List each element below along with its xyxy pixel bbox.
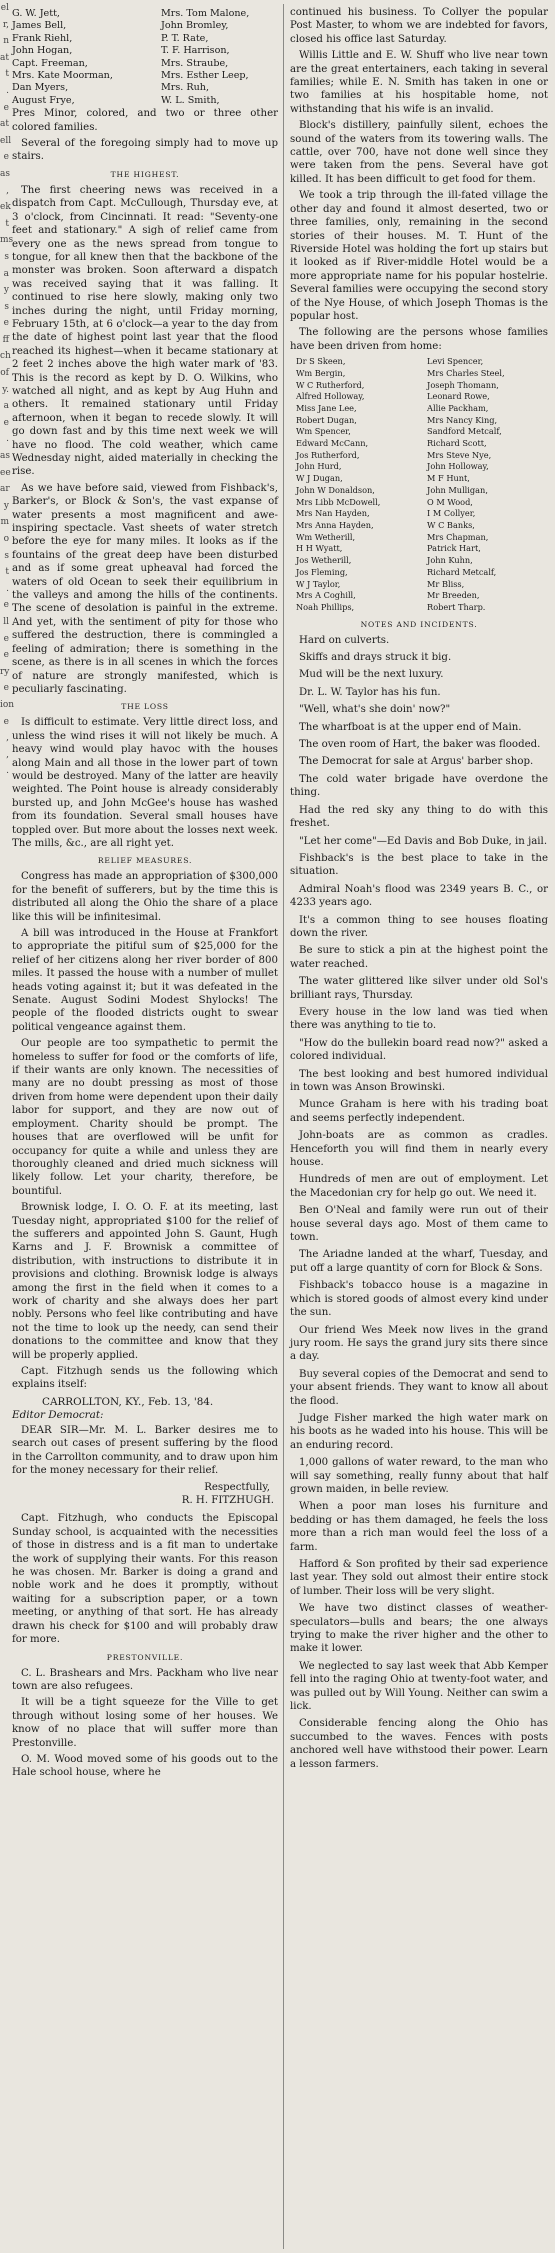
paragraph: Brownisk lodge, I. O. O. F. at its meeting, last Tuesday night, appropriated $100 for the relief of the sufferers and appointed John S. Gaunt, Hugh Karns and J. F. Brownisk a committee of distribution, with instructions to distribute it in provisions and clothing. Brownisk lodge is always among the first in the field when it comes to a work of charity and she always does her part nobly. Persons who feel like contributing and have not the time to look up the needy, can send their donations to the committee and know that they will be properly applied. <box>12 1202 278 1361</box>
edge-fragment: t <box>5 218 9 229</box>
displaced-name: John Holloway, <box>427 461 489 472</box>
note-item: The wharfboat is at the upper end of Main. <box>299 721 522 733</box>
edge-fragment: m <box>0 517 9 528</box>
resident-name: James Bell, <box>12 20 67 32</box>
displaced-name: Mrs Nan Hayden, <box>296 508 370 519</box>
displaced-name: Noah Phillips, <box>296 601 355 612</box>
note-item: "How do the bullekin board read now?" asked a colored individual. <box>290 1037 548 1063</box>
section-heading-prestonville: PRESTONVILLE. <box>106 1652 184 1662</box>
displaced-name: Mrs A Coghill, <box>296 590 356 601</box>
paragraph: Capt. Fitzhugh, who conducts the Episcopal Sunday school, is acquainted with the necessities of those in distress and is a fit man to undertake the work of supplying their wants. For this reason he was chosen. Mr. Barker is doing a grand and noble work and he does it promptly, without waiting for a subscription paper, or a town meeting, or anything of that sort. He has already drawn his check for $100 and will probably draw for more. <box>12 1513 278 1646</box>
edge-fragment: ms <box>0 235 14 246</box>
displaced-name: John Kuhn, <box>427 555 473 566</box>
displaced-list-left <box>296 356 417 613</box>
section-heading-highest: THE HIGHEST. <box>110 169 180 179</box>
edge-fragment: ll <box>3 616 9 627</box>
note-item: Fishback's tobacco house is a magazine in which is stored goods of almost every kind under the sun. <box>290 1280 548 1319</box>
note-item: Dr. L. W. Taylor has his fun. <box>299 686 441 698</box>
paragraph: As we have before said, viewed from Fishback's, Barker's, or Block & Son's, the vast expanse of water presents a most magnificent and awe-inspiring spectacle. Vast sheets of water stretch before the eye for many miles. It looks as if the fountains of the great deep have been disturbed and as if some great upheaval had forced the waters of old Ocean to seek their equilibrium in the valleys and among the hills of the continents. The scene of desolation is painful in the extreme. And yet, with the sentiment of pity for those who suffered the destruction, there is commingled a feeling of admiration; there is something in the scene, as there is in all scenes in which the forces of nature are strongly manifested, which is peculiarly fascinating. <box>12 482 278 695</box>
displaced-name: John Mulligan, <box>427 484 488 495</box>
note-item: Buy several copies of the Democrat and send to your absent friends. They want to know all about the flood. <box>290 1368 548 1407</box>
note-item: It's a common thing to see houses floating down the river. <box>290 914 548 939</box>
column-rule <box>283 4 284 2249</box>
edge-fragment: ee <box>0 467 11 478</box>
displaced-name: Sandford Metcalf, <box>427 426 502 437</box>
edge-fragment: ell <box>0 135 12 146</box>
note-item: The cold water brigade have overdone the thing. <box>290 773 548 799</box>
resident-name: T. F. Harrison, <box>160 45 230 57</box>
note-item: The Democrat for sale at Argus' barber shop. <box>299 756 534 768</box>
edge-fragment: e <box>3 716 9 727</box>
edge-fragment: e <box>3 633 9 644</box>
displaced-name: Mrs Chapman, <box>427 531 489 542</box>
edge-fragment: . <box>6 583 9 594</box>
edge-fragment: at <box>0 52 9 63</box>
edge-fragment: r, <box>2 19 9 30</box>
note-item: The best looking and best humored individual in town was Anson Browinski. <box>290 1068 548 1093</box>
paragraph: Several of the foregoing simply had to move up stairs. <box>12 138 278 163</box>
paragraph: A bill was introduced in the House at Frankfort to appropriate the pitiful sum of $25,000 for the relief of her citizens along her river border of 800 miles. It passed the house with a number of mullet heads voting against it; but it was defeated in the Senate. August Sodini Modest Shylocks! The people of the flooded districts ought to swear political vengeance against them. <box>12 928 278 1033</box>
section-heading-relief: RELIEF MEASURES. <box>97 856 193 866</box>
right-column <box>290 6 548 2246</box>
displaced-name: Jos Fleming, <box>296 566 348 577</box>
letter-salutation: Editor Democrat: <box>12 1409 104 1422</box>
displaced-name: W J Dugan, <box>296 473 343 484</box>
displaced-name: Mrs Charles Steel, <box>427 367 505 378</box>
displaced-name: Mrs Nancy King, <box>427 414 498 425</box>
note-item: The oven room of Hart, the baker was flooded. <box>299 739 541 751</box>
note-item: "Let her come"—Ed Davis and Bob Duke, in jail. <box>299 835 548 847</box>
section-heading-notes: NOTES AND INCIDENTS. <box>360 619 478 629</box>
note-item: Munce Graham is here with his trading boat and seems perfectly independent. <box>290 1099 548 1124</box>
edge-fragment: as <box>0 168 10 179</box>
letter-body: DEAR SIR—Mr. M. L. Barker desires me to search out cases of present suffering by the flood in the Carrollton community, and to draw upon him for the money necessary for their relief. <box>12 1425 278 1477</box>
edge-fragment: ek <box>0 202 11 213</box>
resident-name: Mrs. Kate Moorman, <box>12 70 113 82</box>
displaced-name: Wm Spencer, <box>296 426 351 437</box>
letter-dateline: CARROLLTON, KY., Feb. 13, '84. <box>42 1395 214 1408</box>
edge-fragment: ion <box>0 699 15 710</box>
displaced-name: Miss Jane Lee, <box>296 402 357 413</box>
displaced-name: Mr Breeden, <box>427 590 480 601</box>
edge-fragment: t <box>5 69 9 80</box>
edge-fragment: e <box>3 417 9 428</box>
paragraph: Block's distillery, painfully silent, echoes the sound of the waters from its towering walls. The cattle, over 700, have not done well since they were taken from the pens. Several have got killed. It has been difficult to get food for them. <box>290 120 548 185</box>
edge-fragment: e <box>3 318 9 329</box>
note-item: Considerable fencing along the Ohio has succumbed to the waves. Fences with posts anchored well have withstood their power. Learn a lesson farmers. <box>290 1718 548 1770</box>
edge-fragment: ch <box>0 351 11 362</box>
paragraph: O. M. Wood moved some of his goods out to the Hale school house, where he <box>12 1753 278 1779</box>
resident-name: Dan Myers, <box>12 82 69 94</box>
resident-name: P. T. Rate, <box>160 32 209 44</box>
paragraph: continued his business. To Collyer the popular Post Master, to whom we are indebted for favors, closed his office last Saturday. <box>290 7 548 45</box>
letter-signature: R. H. FITZHUGH. <box>181 1495 274 1507</box>
letter-closing: Respectfully, <box>204 1481 270 1493</box>
resident-name: Mrs. Esther Leep, <box>160 70 249 82</box>
displaced-name: Leonard Rowe, <box>427 391 490 402</box>
note-item: Hafford & Son profited by their sad experience last year. They sold out almost their entire stock of lumber. Their loss will be very slight. <box>290 1559 548 1597</box>
note-item: Our friend Wes Meek now lives in the grand jury room. He says the grand jury sits there since a day. <box>290 1324 548 1363</box>
paragraph: Capt. Fitzhugh sends us the following which explains itself: <box>12 1366 278 1391</box>
note-item: We have two distinct classes of weather-speculators—bulls and bears; the one always trying to make the river higher and the other to make it lower. <box>290 1603 548 1655</box>
displaced-name: Richard Scott, <box>427 438 487 449</box>
paragraph: The following are the persons whose families have been driven from home: <box>290 327 548 352</box>
note-item: The water glittered like silver under old Sol's brilliant rays, Thursday. <box>290 976 548 1001</box>
displaced-families-list <box>296 356 548 613</box>
note-item: Judge Fisher marked the high water mark on his boots as he waded into his house. This will be an enduring record. <box>290 1412 548 1451</box>
edge-fragment: e <box>3 102 9 113</box>
edge-fragment: e <box>3 650 9 661</box>
resident-name: G. W. Jett, <box>12 8 60 19</box>
resident-name: John Hogan, <box>12 45 73 57</box>
resident-name: Frank Riehl, <box>12 32 73 44</box>
resident-name: Capt. Freeman, <box>12 57 88 69</box>
edge-fragment: of <box>0 368 9 379</box>
residents-tail: Pres Minor, colored, and two or three other colored families. <box>12 108 278 133</box>
notes-list <box>290 634 548 1771</box>
note-item: When a poor man loses his furniture and bedding or has them damaged, he feels the loss more than a rich man would feel the loss of a farm. <box>290 1501 548 1553</box>
displaced-name: Mrs Steve Nye, <box>427 449 492 460</box>
paragraph: The first cheering news was received in a dispatch from Capt. McCullough, Thursday eve, at 3 o'clock, from Cincinnati. It read: "Seventy-one feet and stationary." A sigh of relief came from every one as the news spread from tongue to tongue, for all knew then that the backbone of the monster was broken. Soon afterward a dispatch was received saying that it was falling. It continued to rise here slowly, making only two inches during the night, until Friday morning, February 15th, at 6 o'clock—a year to the day from the date of highest point last year that the flood reached its highest—when it became stationary at 2 feet 2 inches above the high water mark of '83. This is the record as kept by D. O. Wilkins, who watched all night, and as kept by Aug Huhn and others. It remained stationary until Friday afternoon, when it began to recede slowly. It will go down fast and by this time next week we will have no flood. The cold weather, which came Wednesday night, aided materially in checking the rise. <box>12 184 278 478</box>
paragraph: Is difficult to estimate. Very little direct loss, and unless the wind rises it will not likely be much. A heavy wind would play havoc with the houses along Main and all those in the lower part of town would be destroyed. Many of the latter are heavily weighted. The Point house is already considerably bursted up, and John McGee's house has washed from its foundation. Several small houses have toppled over. But more about the losses next week. The mills, &c., are all right yet. <box>12 717 278 849</box>
clipped-left-margin <box>0 0 15 2253</box>
note-item: Admiral Noah's flood was 2349 years B. C., or 4233 years ago. <box>290 883 548 909</box>
edge-fragment: ar <box>0 484 10 495</box>
displaced-name: M F Hunt, <box>427 473 470 484</box>
displaced-name: Wm Bergin, <box>296 367 346 378</box>
resident-name: Mrs. Tom Malone, <box>160 8 250 19</box>
residents-list <box>12 8 278 107</box>
edge-fragment: e <box>3 600 9 611</box>
edge-fragment: . <box>6 766 9 777</box>
displaced-name: Allie Packham, <box>427 402 489 413</box>
edge-fragment: t <box>5 567 9 578</box>
edge-fragment: e <box>3 683 9 694</box>
resident-name: W. L. Smith, <box>160 94 220 106</box>
displaced-name: H H Wyatt, <box>296 543 343 554</box>
section-heading-loss: THE LOSS <box>121 702 169 712</box>
edge-fragment: as <box>0 451 10 462</box>
displaced-list-right <box>427 356 548 613</box>
note-item: Skiffs and drays struck it big. <box>299 652 452 664</box>
displaced-name: Mrs Libb McDowell, <box>296 496 381 507</box>
edge-fragment: a <box>3 401 9 412</box>
edge-fragment: , <box>6 733 9 744</box>
note-item: Be sure to stick a pin at the highest point the water reached. <box>290 945 548 970</box>
note-item: Mud will be the next luxury. <box>299 669 444 681</box>
note-item: Had the red sky any thing to do with this freshet. <box>290 804 548 830</box>
edge-fragment: y. <box>2 384 9 395</box>
edge-fragment: , <box>6 749 9 760</box>
displaced-name: Patrick Hart, <box>427 543 481 554</box>
note-item: 1,000 gallons of water reward, to the man who will say something, really funny about that half grown maiden, in belle review. <box>290 1457 548 1495</box>
paragraph: C. L. Brashears and Mrs. Packham who live near town are also refugees. <box>12 1667 278 1692</box>
edge-fragment: y <box>3 285 9 296</box>
note-item: Ben O'Neal and family were run out of their house several days ago. Most of them came to town. <box>290 1205 548 1244</box>
displaced-name: Levi Spencer, <box>427 356 484 367</box>
left-column <box>12 6 278 2246</box>
displaced-name: W C Rutherford, <box>296 379 365 390</box>
edge-fragment: n <box>3 36 9 47</box>
displaced-name: John Hurd, <box>296 461 342 472</box>
edge-fragment: , <box>6 185 9 196</box>
resident-name: John Bromley, <box>160 20 229 32</box>
residents-list-left <box>12 8 161 107</box>
displaced-name: Joseph Thomann, <box>427 379 499 390</box>
edge-fragment: . <box>6 434 9 445</box>
note-item: "Well, what's she doin' now?" <box>299 704 451 716</box>
note-item: Fishback's is the best place to take in the situation. <box>290 852 548 878</box>
displaced-name: W C Banks, <box>427 520 475 530</box>
note-item: John-boats are as common as cradles. Henceforth you will find them in nearly every house. <box>290 1130 548 1169</box>
resident-name: Mrs. Ruh, <box>160 82 210 94</box>
residents-list-right <box>161 8 278 107</box>
displaced-name: Alfred Holloway, <box>296 391 365 402</box>
edge-fragment: . <box>6 85 9 96</box>
displaced-name: Jos Rutherford, <box>296 449 360 460</box>
edge-fragment: s <box>4 550 9 561</box>
paragraph: Our people are too sympathetic to permit the homeless to suffer for food or the comforts of life, if their wants are only known. The necessities of many are no doubt pressing as most of those driven from home were dependent upon their daily labor for support, and they are now out of employment. Charity should be prompt. The houses that are overflowed will be unfit for occupancy for quite a while and unless they are thoroughly cleaned and dried much sickness will likely follow. Let your charity, therefore, be bountiful. <box>12 1038 278 1197</box>
note-item: Hard on culverts. <box>299 634 390 646</box>
displaced-name: Mr Bliss, <box>427 578 465 589</box>
edge-fragment: e <box>3 152 9 163</box>
displaced-name: Richard Metcalf, <box>427 566 497 577</box>
edge-fragment: y <box>3 500 9 511</box>
edge-fragment: s <box>4 301 9 312</box>
edge-fragment: s <box>4 251 9 262</box>
edge-fragment: ff <box>2 334 9 345</box>
displaced-name: Robert Tharp. <box>427 601 486 612</box>
note-item: Every house in the low land was tied when there was anything to tie to. <box>290 1006 548 1032</box>
edge-fragment: ry <box>0 666 10 677</box>
resident-name: August Frye, <box>12 94 75 106</box>
paragraph: Willis Little and E. W. Shuff who live near town are the great entertainers, each taking in several families; while E. N. Smith has taken in one or two families at his hospitable home, not withstanding that his wife is an invalid. <box>290 50 548 115</box>
displaced-name: W J Taylor, <box>296 578 341 589</box>
displaced-name: Wm Wetherill, <box>296 531 356 542</box>
displaced-name: Jos Wetherill, <box>296 555 352 566</box>
paragraph: It will be a tight squeeze for the Ville to get through without losing some of her houses. We know of no place that will suffer more than Prestonville. <box>12 1697 278 1749</box>
note-item: Hundreds of men are out of employment. Let the Macedonian cry for help go out. We need it. <box>290 1174 548 1199</box>
note-item: The Ariadne landed at the wharf, Tuesday, and put off a large quantity of corn for Block & Sons. <box>290 1249 548 1274</box>
displaced-name: Dr S Skeen, <box>296 356 346 367</box>
displaced-name: John W Donaldson, <box>296 484 375 495</box>
resident-name: Mrs. Straube, <box>160 57 229 69</box>
edge-fragment: o <box>3 534 9 544</box>
note-item: We neglected to say last week that Abb Kemper fell into the raging Ohio at twenty-foot water, and was pulled out by Will Young. Neither can swim a lick. <box>290 1660 548 1713</box>
edge-fragment: el <box>0 3 9 13</box>
displaced-name: O M Wood, <box>427 496 473 507</box>
displaced-name: Mrs Anna Hayden, <box>296 520 374 530</box>
displaced-name: I M Collyer, <box>427 508 476 519</box>
edge-fragment: at <box>0 119 9 130</box>
displaced-name: Robert Dugan, <box>296 414 357 425</box>
displaced-name: Edward McCann, <box>296 438 369 449</box>
edge-fragment: a <box>3 268 9 279</box>
paragraph: We took a trip through the ill-fated village the other day and found it almost deserted, two or three families, only, remaining in the second stories of their houses. M. T. Hunt of the Riverside Hotel was holding the fort up stairs but it looked as if River-middle Hotel would be a more appropriate name for his popular hostelrie. Several families were occupying the second story of the Nye House, of which Joseph Thomas is the popular host. <box>290 190 548 322</box>
paragraph: Congress has made an appropriation of $300,000 for the benefit of sufferers, but by the time this is distributed all along the Ohio the share of a place like this will be infinitesimal. <box>12 871 278 923</box>
